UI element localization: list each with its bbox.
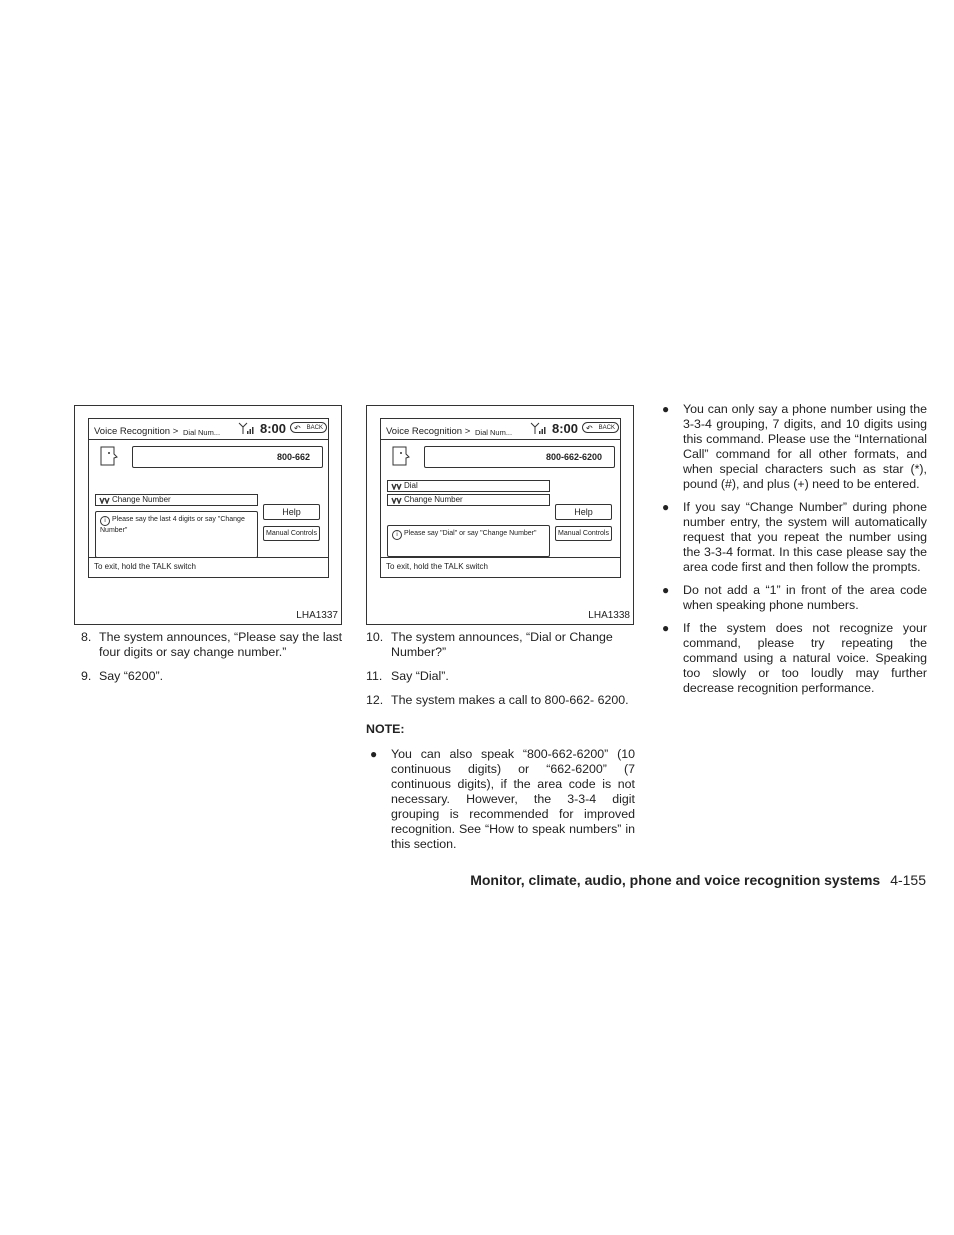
info-bullet: [658, 500, 927, 575]
figure-label: LHA1337: [296, 610, 338, 621]
change-number-item[interactable]: [95, 494, 258, 506]
page-footer: [470, 872, 926, 888]
item-label: Change Number: [112, 495, 171, 504]
step-item: [366, 630, 635, 660]
step-text: Say “6200”.: [99, 669, 164, 683]
screen-subtitle: Dial Num...: [183, 428, 221, 437]
back-button[interactable]: [582, 422, 619, 433]
step-item: [366, 669, 635, 684]
bullet-dot: ●: [662, 500, 670, 514]
help-button[interactable]: Help: [555, 504, 612, 520]
voice-face-icon: [389, 445, 413, 473]
phone-number-display: 800-662: [132, 446, 323, 468]
display-screen: [380, 418, 621, 578]
signal-icon: [530, 422, 548, 439]
screen-time: 8:00: [260, 421, 287, 436]
screen-subtitle: Dial Num...: [475, 428, 513, 437]
step-number: 12.: [366, 693, 384, 707]
step-number: 10.: [366, 630, 384, 644]
info-bullet: [658, 621, 927, 696]
dial-item[interactable]: [387, 480, 550, 492]
section-title: Monitor, climate, audio, phone and voice recognition systems: [470, 872, 881, 888]
screen-title: Voice Recognition >: [94, 426, 179, 437]
prompt-text: Please say "Dial" or say "Change Number": [404, 530, 537, 537]
note-bullet: [366, 747, 635, 852]
column-3: [658, 402, 927, 704]
help-button[interactable]: Help: [263, 504, 320, 520]
back-arrow-icon: ↶: [294, 424, 301, 433]
manual-controls-button[interactable]: Manual Controls: [555, 526, 612, 541]
info-bullet: [658, 402, 927, 492]
change-number-item[interactable]: [387, 494, 550, 506]
bullet-text: If you say “Change Number” during phone number entry, the system will automatically request that you repeat the number using the 3-3-4 format. In this case please say the area code first and then follow the prompts.: [683, 500, 927, 574]
prompt-text: Please say the last 4 digits or say "Change Number": [100, 516, 245, 534]
step-item: [366, 693, 635, 708]
note-heading: NOTE:: [366, 722, 405, 736]
column-1: [74, 405, 344, 693]
step-number: 11.: [366, 669, 383, 683]
bullet-text: You can only say a phone number using the 3-3-4 grouping, 7 digits, and 10 digits using this command. Please use the “International Call” command for all other formats, and when special characters such as star (*), pound (#), and plus (+) need to be entered.: [683, 402, 927, 491]
manual-controls-button[interactable]: Manual Controls: [263, 526, 320, 541]
page-number: 4-155: [890, 872, 926, 888]
figure-label: LHA1338: [588, 610, 630, 621]
bullet-text: You can also speak “800-662-6200” (10 continuous digits) or “662-6200” (7 continuous digits), if the area code is not necessary. However, the 3-3-4 digit grouping is recommended for improved recognition. See “How to speak numbers” in this section.: [391, 747, 635, 851]
info-bullet: [658, 583, 927, 613]
bullet-dot: ●: [662, 621, 670, 635]
bullet-text: If the system does not recognize your command, please try repeating the command using a natural voice. Speaking too slowly or too loudly may further decrease recognition performance.: [683, 621, 927, 695]
display-screen: [88, 418, 329, 578]
prompt-message: [387, 525, 550, 557]
back-button[interactable]: [290, 422, 327, 433]
step-text: The system announces, “Dial or Change Number?”: [391, 630, 613, 659]
screen-header: [381, 419, 620, 440]
step-text: The system announces, “Please say the last four digits or say change number.”: [99, 630, 343, 659]
back-label: BACK: [306, 425, 323, 431]
step-text: Say “Dial”.: [391, 669, 449, 683]
voice-command-icon: [391, 497, 402, 507]
item-label: Dial: [404, 481, 418, 490]
item-label: Change Number: [404, 495, 463, 504]
bullet-dot: ●: [662, 402, 670, 416]
step-item: [74, 630, 344, 660]
screen-footer: To exit, hold the TALK switch: [89, 557, 328, 577]
steps-list: [366, 630, 635, 708]
screen-time: 8:00: [552, 421, 579, 436]
screen-header: [89, 419, 328, 440]
figure-lha1338: [366, 405, 634, 625]
step-number: 9.: [81, 669, 92, 683]
bullet-dot: ●: [662, 583, 670, 597]
phone-number-display: 800-662-6200: [424, 446, 615, 468]
voice-command-icon: [99, 497, 110, 507]
back-label: BACK: [598, 425, 615, 431]
column-2: [366, 405, 635, 860]
screen-footer: To exit, hold the TALK switch: [381, 557, 620, 577]
steps-list: [74, 630, 344, 684]
info-icon: i: [100, 516, 110, 526]
voice-command-icon: [391, 483, 402, 493]
screen-title: Voice Recognition >: [386, 426, 471, 437]
signal-icon: [238, 422, 256, 439]
bullet-text: Do not add a “1” in front of the area code when speaking phone numbers.: [683, 583, 927, 612]
back-arrow-icon: ↶: [586, 424, 593, 433]
voice-face-icon: [97, 445, 121, 473]
info-icon: i: [392, 530, 402, 540]
step-text: The system makes a call to 800-662- 6200.: [391, 693, 629, 707]
bullet-dot: ●: [370, 747, 378, 761]
figure-lha1337: [74, 405, 342, 625]
step-item: [74, 669, 344, 684]
step-number: 8.: [81, 630, 92, 644]
prompt-message: [95, 511, 258, 558]
